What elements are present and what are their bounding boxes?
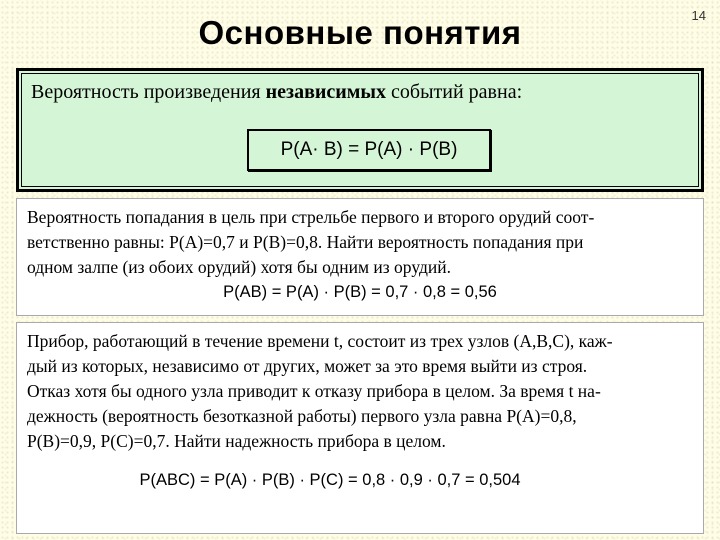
product-formula: P(A· B) = P(A) · P(B): [247, 129, 491, 171]
page-number: 14: [691, 8, 706, 23]
task-2-text: Прибор, работающий в течение времени t, состоит из трех узлов (A,B,C), каж- дый из которых, независимо от других, может за это время выйти из строя. Отказ хотя бы одного узла приводит к отказу прибора в целом. За время t на- дежность (вероятность безотказной работы) первого узла равна P(A)=0,8, P(B)=0,9, P(C)=0,7. Найти надежность прибора в целом.: [27, 331, 613, 451]
definition-text-start: Вероятность произведения: [31, 81, 266, 103]
task-2-box: [16, 322, 704, 534]
definition-text-end: событий равна:: [386, 81, 523, 103]
task-1-box: [16, 198, 704, 316]
task-2-result: P(ABC) = P(A) · P(B) · P(C) = 0,8 · 0,9 · 0,7 = 0,504: [139, 471, 521, 489]
slide-title: Основные понятия: [198, 14, 522, 51]
task-1-result: P(AB) = P(A) · P(B) = 0,7 · 0,8 = 0,56: [223, 283, 497, 301]
definition-text: [31, 81, 522, 104]
definition-box: [16, 68, 704, 192]
definition-text-bold: независимых: [265, 81, 387, 103]
task-1-text: Вероятность попадания в цель при стрельбе первого и второго орудий соот- ветственно равны: P(A)=0,7 и P(B)=0,8. Найти вероятность попадания при одном залпе (из обоих орудий) хотя бы одним из орудий.: [27, 207, 595, 277]
